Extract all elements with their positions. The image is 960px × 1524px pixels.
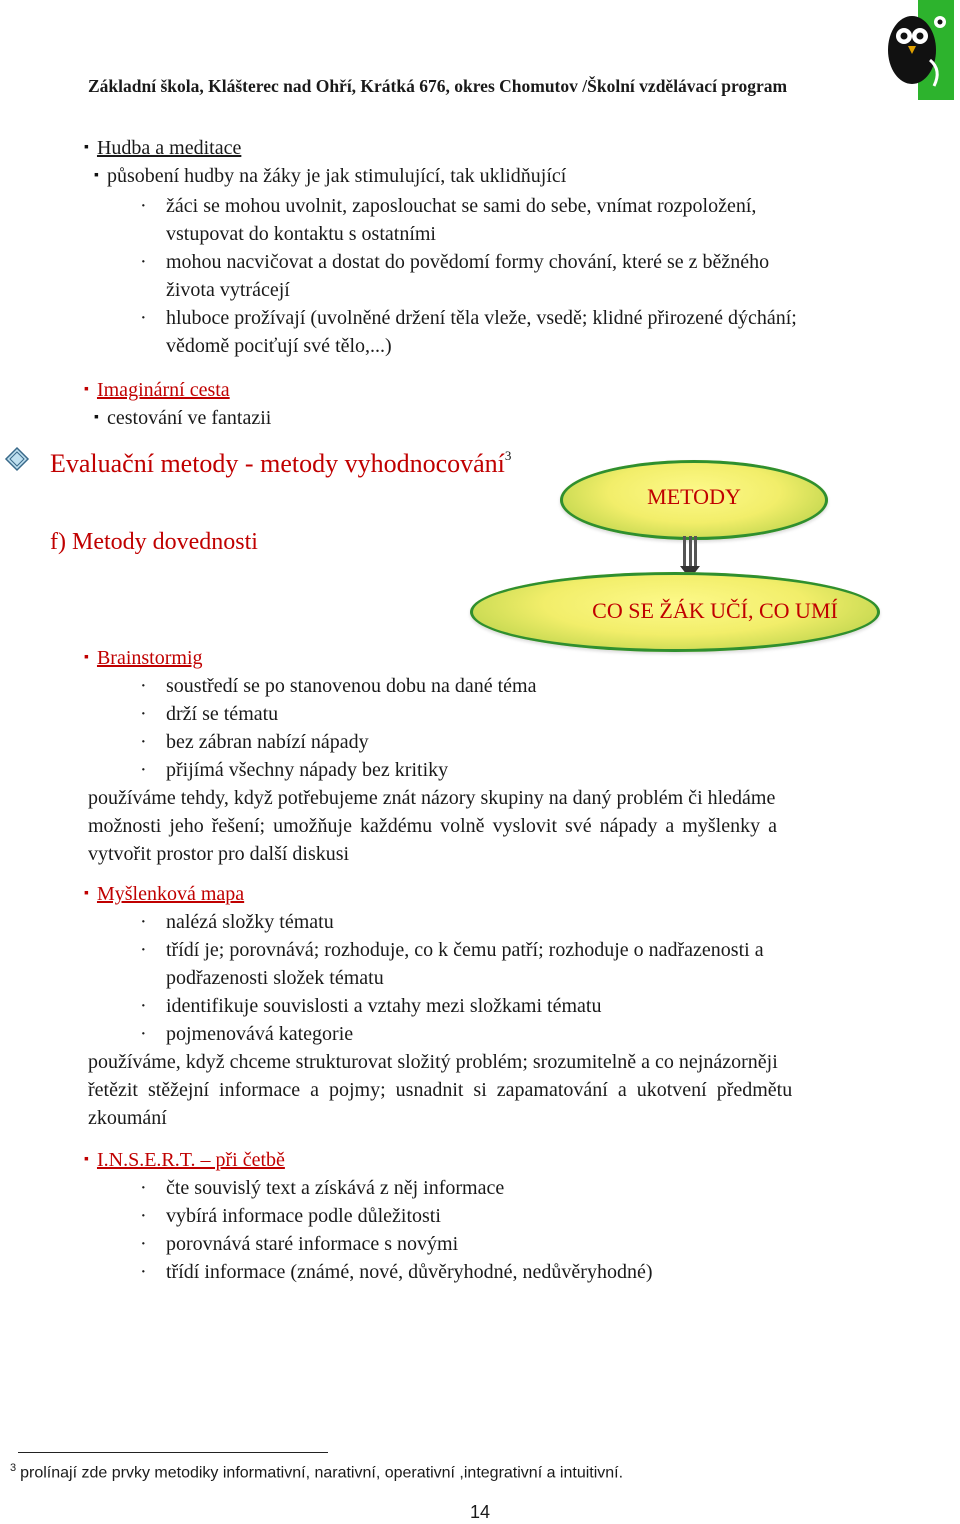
co-se-zak-uci-label: CO SE ŽÁK UČÍ, CO UMÍ	[592, 598, 838, 623]
mapa-heading: ▪ Myšlenková mapa	[84, 883, 245, 905]
paragraph-line: používáme, když chceme strukturovat složitý problém; srozumitelně a co nejnázorněji	[88, 1051, 778, 1073]
bullet-square-icon: ▪	[84, 650, 89, 665]
list-item: · čte souvislý text a získává z něj informace	[140, 1177, 505, 1199]
brainstorming-heading: ▪ Brainstormig	[84, 647, 203, 669]
document-header: Základní škola, Klášterec nad Ohří, Krátká 676, okres Chomutov /Školní vzdělávací program	[88, 76, 788, 96]
list-item: · třídí informace (známé, nové, důvěryhodné, nedůvěryhodné)	[140, 1261, 653, 1283]
paragraph-line: řetězit stěžejní informace a pojmy; usnadnit si zapamatování a ukotvení předmětu	[88, 1079, 793, 1101]
paragraph-line: používáme tehdy, když potřebujeme znát názory skupiny na daný problém či hledáme	[88, 787, 776, 809]
owl-logo-icon	[882, 0, 954, 100]
list-item: vstupovat do kontaktu s ostatními	[166, 223, 436, 245]
footnote-divider	[18, 1452, 328, 1453]
list-item: · vybírá informace podle důležitosti	[140, 1205, 441, 1227]
paragraph-line: možnosti jeho řešení; umožňuje každému volně vyslovit své nápady a myšlenky a	[88, 815, 777, 837]
metody-dovednosti-heading: f) Metody dovednosti	[50, 529, 258, 555]
bullet-square-icon: ▪	[84, 382, 89, 397]
list-item: vědomě pociťují své tělo,...)	[166, 335, 392, 357]
list-item: · žáci se mohou uvolnit, zaposlouchat se sami do sebe, vnímat rozpoložení,	[140, 195, 757, 217]
list-item: · přijímá všechny nápady bez kritiky	[140, 759, 449, 781]
list-item: · hluboce prožívají (uvolněné držení těla vleže, vsedě; klidné přirozené dýchání;	[140, 307, 797, 329]
list-item: · třídí je; porovnává; rozhoduje, co k čemu patří; rozhoduje o nadřazenosti a	[140, 939, 764, 961]
evaluacni-heading: Evaluační metody - metody vyhodnocování$^3$	[50, 448, 512, 478]
list-item: · porovnává staré informace s novými	[140, 1233, 459, 1255]
bullet-square-icon: ▪	[94, 410, 99, 425]
bullet-square-icon: ▪	[84, 886, 89, 901]
imaginarni-heading: ▪ Imaginární cesta	[84, 379, 230, 401]
list-item: · identifikuje souvislosti a vztahy mezi složkami tématu	[140, 995, 602, 1017]
footnote: $^3$ prolínají zde prvky metodiky informativní, narativní, operativní ,integrativní a intuitivní.	[10, 1462, 624, 1482]
paragraph-line: zkoumání	[88, 1107, 167, 1129]
co-se-zak-uci-ellipse	[470, 572, 880, 652]
hudba-sub: ▪ působení hudby na žáky je jak stimulující, tak uklidňující	[94, 165, 567, 187]
list-item: · mohou nacvičovat a dostat do povědomí formy chování, které se z běžného	[140, 251, 770, 273]
list-item: života vytrácejí	[166, 279, 290, 301]
hudba-heading: ▪ Hudba a meditace	[84, 137, 242, 159]
list-item: · pojmenovává kategorie	[140, 1023, 354, 1045]
imaginarni-sub: ▪ cestování ve fantazii	[94, 407, 272, 429]
list-item: · nalézá složky tématu	[140, 911, 334, 933]
diamond-bullet-icon	[4, 446, 30, 472]
list-item: · bez zábran nabízí nápady	[140, 731, 369, 753]
list-item: · soustředí se po stanovenou dobu na dané téma	[140, 675, 537, 697]
list-item: · drží se tématu	[140, 703, 279, 725]
list-item: podřazenosti složek tématu	[166, 967, 384, 989]
metody-label: METODY	[647, 484, 741, 509]
paragraph-line: vytvořit prostor pro další diskusi	[88, 843, 350, 865]
insert-heading: ▪ I.N.S.E.R.T. – při četbě	[84, 1149, 285, 1171]
bullet-square-icon: ▪	[94, 168, 99, 183]
page-number: 14	[470, 1502, 491, 1522]
bullet-square-icon: ▪	[84, 1152, 89, 1167]
bullet-square-icon: ▪	[84, 140, 89, 155]
metody-ellipse	[560, 460, 828, 540]
